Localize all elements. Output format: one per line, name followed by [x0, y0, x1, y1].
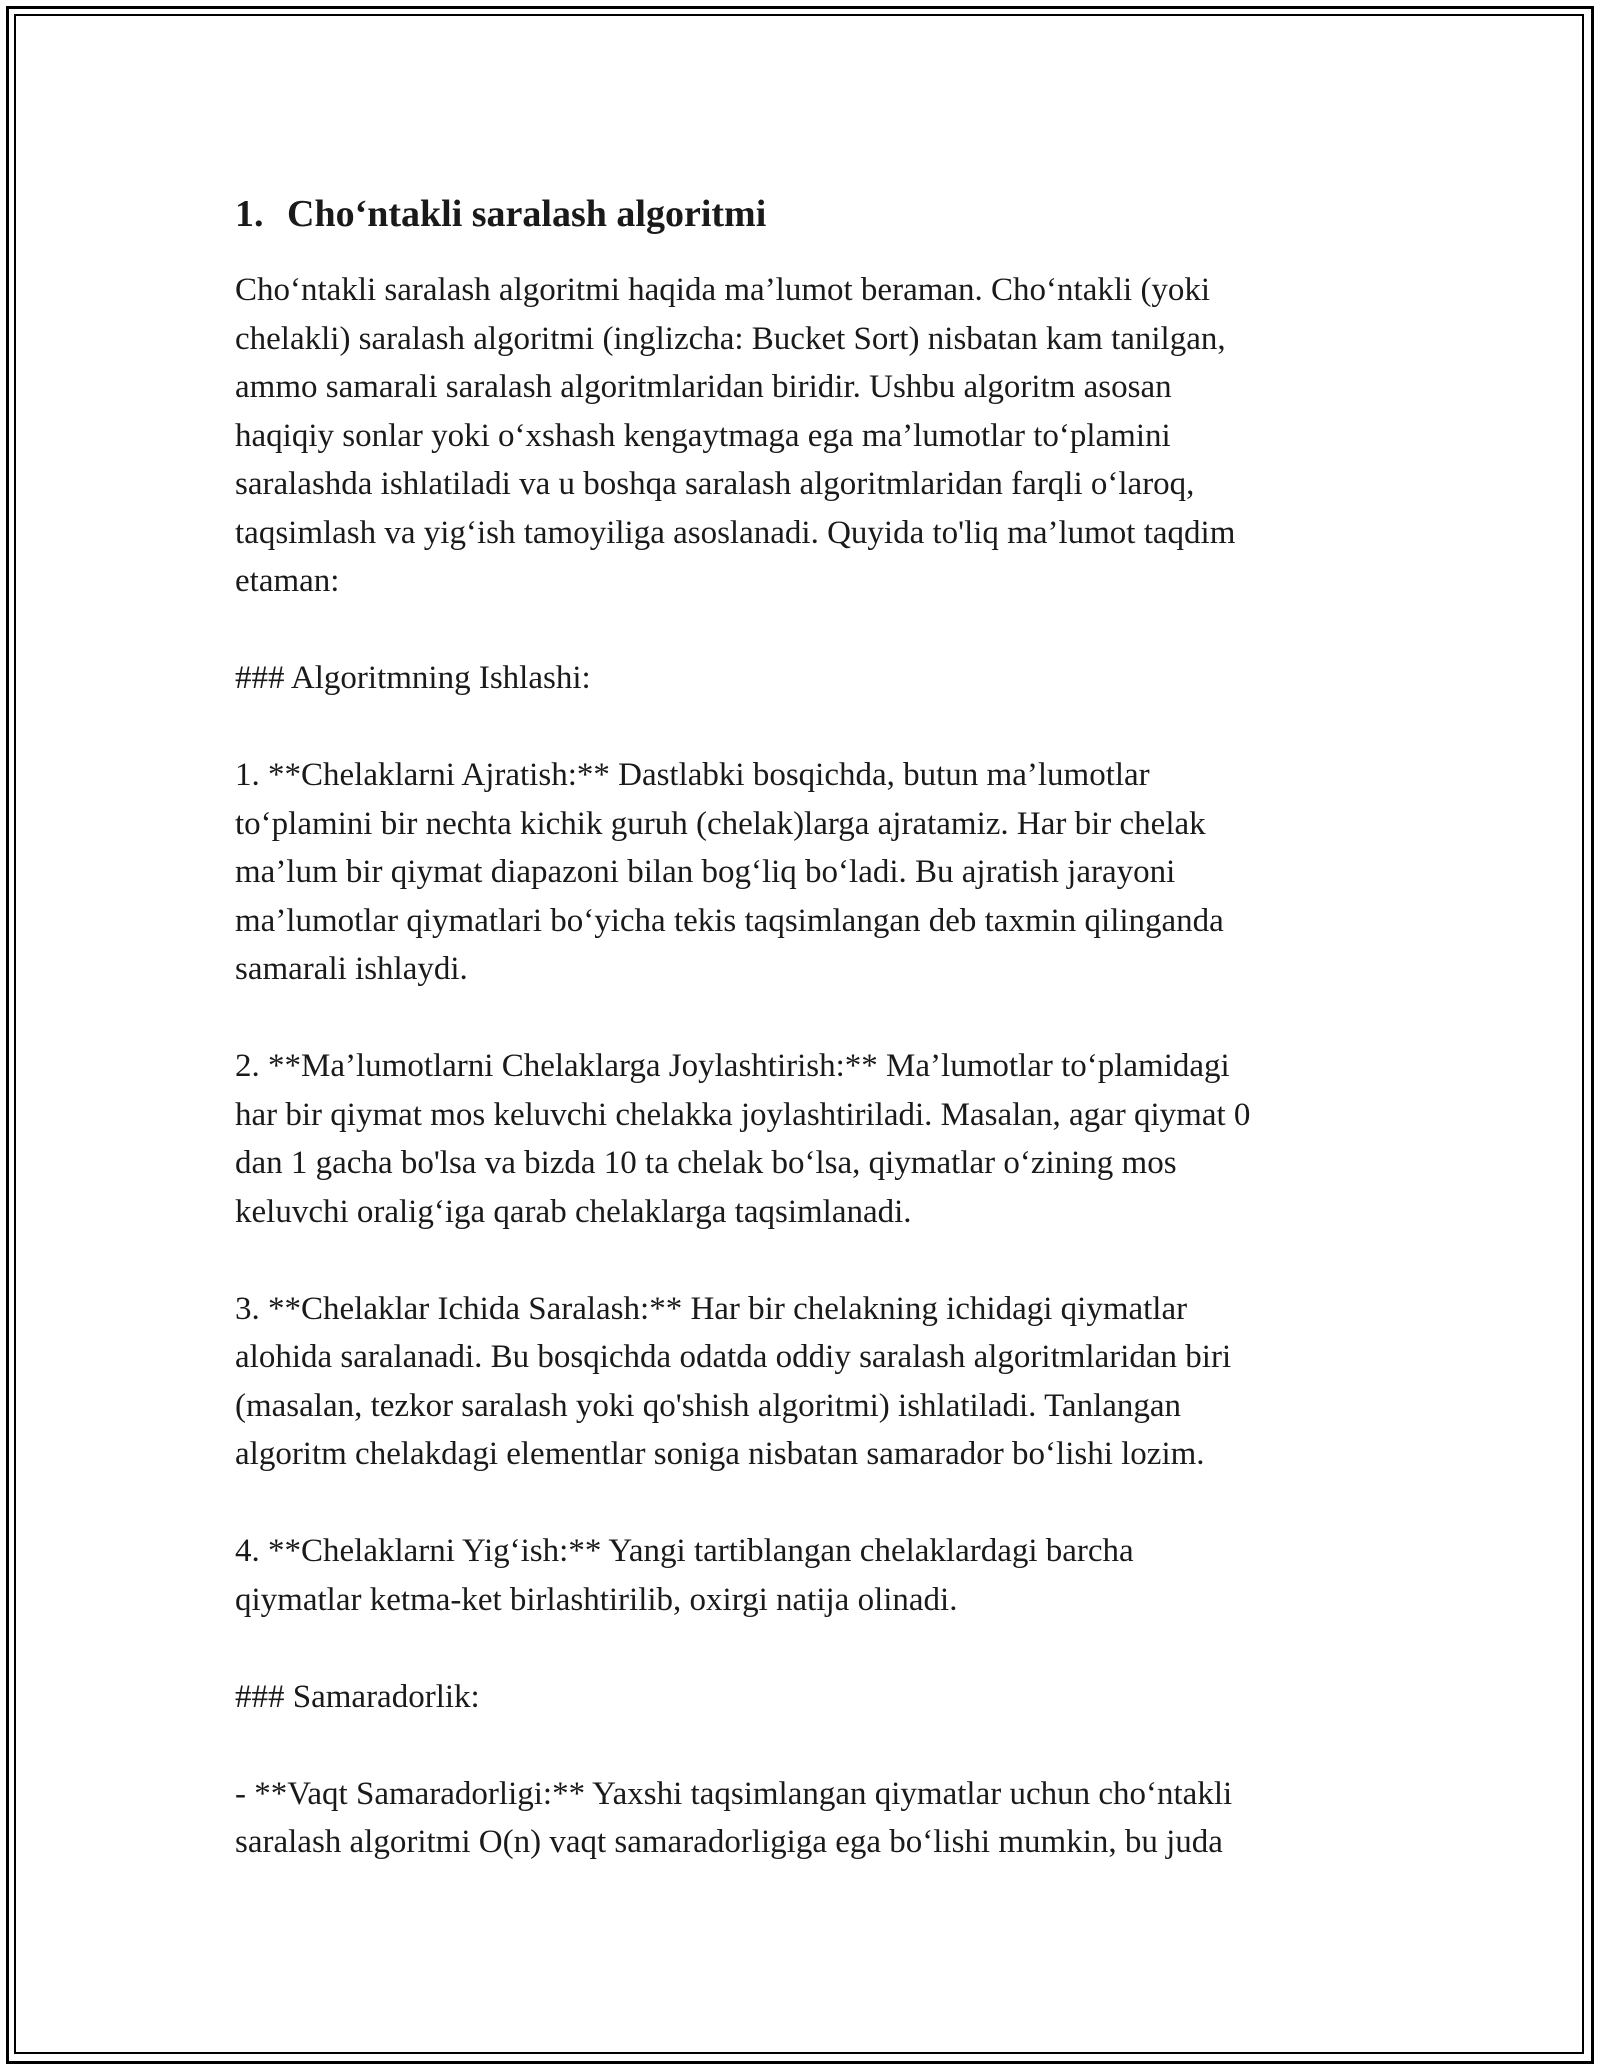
text-line: to‘plamini bir nechta kichik guruh (chelak)larga ajratamiz. Har bir chelak [235, 805, 1206, 842]
section-title: Cho‘ntakli saralash algoritmi [287, 193, 767, 235]
text-line: (masalan, tezkor saralash yoki qo'shish algoritmi) ishlatiladi. Tanlangan [235, 1387, 1182, 1424]
paragraph [235, 1285, 1375, 1479]
text-line: ma’lumotlar qiymatlari bo‘yicha tekis taqsimlangan deb taxmin qilinganda [235, 902, 1224, 939]
text-line: algoritm chelakdagi elementlar soniga nisbatan samarador bo‘lishi lozim. [235, 1436, 1205, 1472]
text-line: ma’lum bir qiymat diapazoni bilan bog‘liq bo‘ladi. Bu ajratish jarayoni [235, 854, 1176, 890]
text-line: 2. **Ma’lumotlarni Chelaklarga Joylashtirish:** Ma’lumotlar to‘plamidagi [235, 1048, 1230, 1084]
paragraph [235, 1770, 1375, 1867]
text-line: qiymatlar ketma-ket birlashtirilib, oxirgi natija olinadi. [235, 1581, 958, 1618]
paragraph [235, 1042, 1375, 1236]
text-line: ### Algoritmning Ishlashi: [235, 660, 591, 696]
paragraph [235, 1673, 1375, 1722]
paragraph [235, 266, 1375, 606]
section-heading [235, 188, 1375, 240]
text-line: 1. **Chelaklarni Ajratish:** Dastlabki bosqichda, butun ma’lumotlar [235, 757, 1150, 793]
text-line: saralashda ishlatiladi va u boshqa saralash algoritmlaridan farqli o‘laroq, [235, 466, 1195, 502]
text-line: ### Samaradorlik: [235, 1678, 480, 1715]
text-line: ammo samarali saralash algoritmlaridan biridir. Ushbu algoritm asosan [235, 369, 1172, 405]
text-line: - **Vaqt Samaradorligi:** Yaxshi taqsimlangan qiymatlar uchun cho‘ntakli [235, 1775, 1233, 1812]
text-line: dan 1 gacha bo'lsa va bizda 10 ta chelak bo‘lsa, qiymatlar o‘zining mos [235, 1145, 1177, 1181]
text-line: keluvchi oralig‘iga qarab chelaklarga taqsimlanadi. [235, 1193, 912, 1230]
text-line: etaman: [235, 563, 340, 599]
text-line: Cho‘ntakli saralash algoritmi haqida ma’lumot beraman. Cho‘ntakli (yoki [235, 272, 1211, 308]
text-line: haqiqiy sonlar yoki o‘xshash kengaytmaga ega ma’lumotlar to‘plamini [235, 417, 1171, 454]
text-line: taqsimlash va yig‘ish tamoyiliga asoslanadi. Quyida to'liq ma’lumot taqdim [235, 514, 1236, 551]
paragraph [235, 1527, 1375, 1624]
paragraph-list [235, 266, 1375, 1867]
text-line: chelakli) saralash algoritmi (inglizcha: Bucket Sort) nisbatan kam tanilgan, [235, 320, 1226, 357]
document-body [235, 188, 1375, 1867]
section-number: 1. [235, 193, 264, 235]
text-line: har bir qiymat mos keluvchi chelakka joylashtiriladi. Masalan, agar qiymat 0 [235, 1096, 1251, 1133]
text-line: samarali ishlaydi. [235, 951, 468, 987]
paragraph [235, 751, 1375, 994]
text-line: saralash algoritmi O(n) vaqt samaradorligiga ega bo‘lishi mumkin, bu juda [235, 1824, 1223, 1860]
paragraph [235, 654, 1375, 703]
text-line: 4. **Chelaklarni Yig‘ish:** Yangi tartiblangan chelaklardagi barcha [235, 1533, 1134, 1569]
text-line: 3. **Chelaklar Ichida Saralash:** Har bir chelakning ichidagi qiymatlar [235, 1290, 1188, 1327]
text-line: alohida saralanadi. Bu bosqichda odatda oddiy saralash algoritmlaridan biri [235, 1339, 1232, 1375]
